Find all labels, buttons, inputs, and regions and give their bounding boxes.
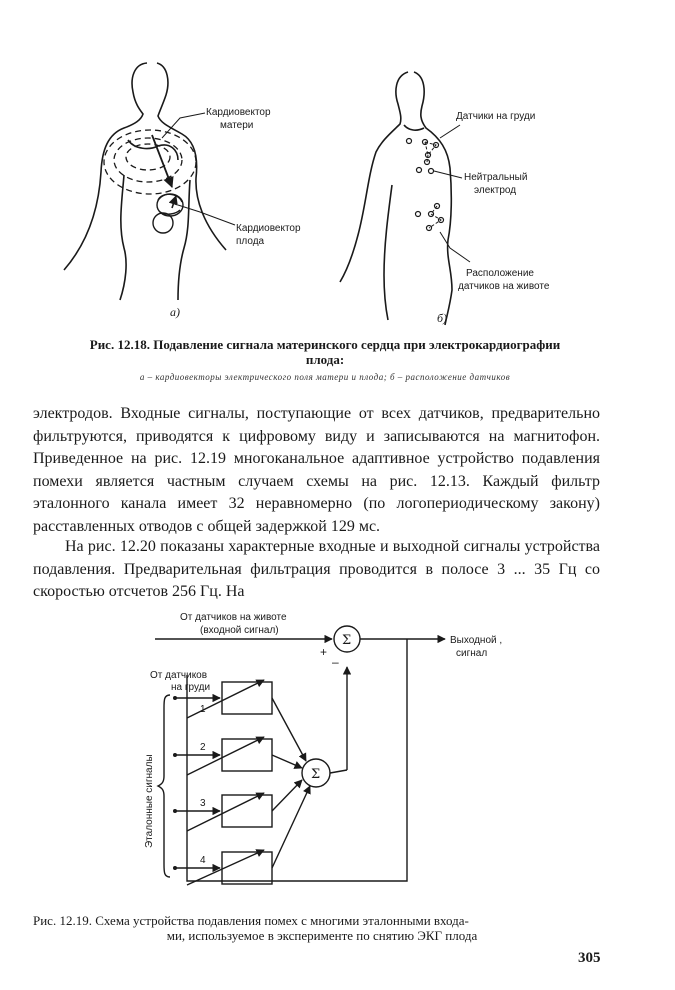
figure-12-18-subcaption: а – кардиовекторы электрического поля матери и плода; б – расположение датчиков xyxy=(139,372,511,382)
figure-12-18-caption xyxy=(30,337,620,367)
label-neutral-l2: электрод xyxy=(474,185,517,196)
filter-1-output xyxy=(272,698,306,761)
output-sum-symbol: Σ xyxy=(342,633,352,648)
paragraph-1: электродов. Входные сигналы, поступающие от всех датчиков, предварительно фильтруются, приводятся к цифровому виду и записываются на магнитофон. Приведенное на рис. 12.19 многоканальное адаптивное устройство подавления помехи является частным случаем схемы на рис. 12.13. Каждый фильтр эталонного канала имеет 32 неравномерно (по логопериодическому закону) расставленных отводов с общей задержкой 129 мс. xyxy=(33,405,600,535)
page-number: 305 xyxy=(578,950,601,966)
channel-3-label: 3 xyxy=(200,798,206,809)
filter-3-output xyxy=(272,780,302,811)
filter-2-output xyxy=(272,755,302,768)
channel-1-label: 1 xyxy=(200,704,206,715)
female-body-outline-a xyxy=(64,63,226,300)
abdomen-electrodes xyxy=(416,204,444,231)
reference-signals-label: Эталонные сигналы xyxy=(144,754,155,848)
label-abdomen-l2: датчиков на животе xyxy=(458,281,550,292)
caption-12-19-line2: ми, используемое в эксперименте по снятию ЭКГ плода xyxy=(166,928,478,943)
channel-2-label: 2 xyxy=(200,742,206,753)
output-label-l1: Выходной , xyxy=(450,635,503,646)
reference-brace xyxy=(158,695,170,877)
paragraph-2: На рис. 12.20 показаны характерные входные и выходной сигналы устройства подавления. Предварительная фильтрация проводится в полосе 3 ... 35 Гц со скоростью отсчетов 256 Гц. На xyxy=(33,538,600,600)
caption-12-19-line1: Рис. 12.19. Схема устройства подавления помех с многими эталонными входа- xyxy=(33,913,469,928)
label-chest-sensors: Датчики на груди xyxy=(456,111,536,122)
input-label-l2: (входной сигнал) xyxy=(200,625,279,636)
filter-sum-link xyxy=(330,770,347,773)
error-feedback-line xyxy=(187,639,407,881)
figure-label-a: а) xyxy=(170,305,180,319)
caption-12-18-line2: плода: xyxy=(305,352,345,367)
label-abdomen-l1: Расположение xyxy=(466,268,534,279)
figure-12-19-caption xyxy=(33,913,611,943)
chest-input-l1: От датчиков xyxy=(150,670,208,681)
figure-12-19-block-diagram xyxy=(0,600,675,920)
chest-input-l2: на груди xyxy=(171,682,211,693)
filter-sum-symbol: Σ xyxy=(311,767,321,782)
label-mother-vector-l2: матери xyxy=(220,120,254,131)
fetus-drawing xyxy=(153,194,183,233)
chest-electrodes xyxy=(407,139,439,173)
label-fetus-vector-l1: Кардиовектор xyxy=(236,223,301,234)
adapt-arrow-2 xyxy=(187,737,264,775)
adaptive-filter-3 xyxy=(222,795,272,827)
fetal-cardiovector-arrow xyxy=(172,196,176,208)
label-fetus-vector-l2: плода xyxy=(236,236,265,247)
figure-12-18 xyxy=(0,0,675,335)
channel-4-label: 4 xyxy=(200,855,206,866)
figure-label-b: б) xyxy=(437,311,448,325)
maternal-field-lines xyxy=(104,130,196,194)
input-label-l1: От датчиков на животе xyxy=(180,612,287,623)
label-mother-vector-l1: Кардиовектор xyxy=(206,107,271,118)
filter-4-output xyxy=(272,786,310,868)
adaptive-filter-4 xyxy=(222,852,272,884)
adapt-arrow-3 xyxy=(187,793,264,831)
caption-12-18-line1: Рис. 12.18. Подавление сигнала материнского сердца при электрокардиографии xyxy=(89,337,561,352)
adaptive-filter-2 xyxy=(222,739,272,771)
reference-input-dots xyxy=(173,696,177,870)
neutral-electrode xyxy=(429,169,434,174)
label-neutral-l1: Нейтральный xyxy=(464,172,528,183)
output-label-l2: сигнал xyxy=(456,648,488,659)
adaptive-filter-1 xyxy=(222,682,272,714)
plus-sign: + xyxy=(320,645,328,659)
minus-sign: – xyxy=(332,655,339,669)
female-body-outline-b xyxy=(340,72,452,325)
